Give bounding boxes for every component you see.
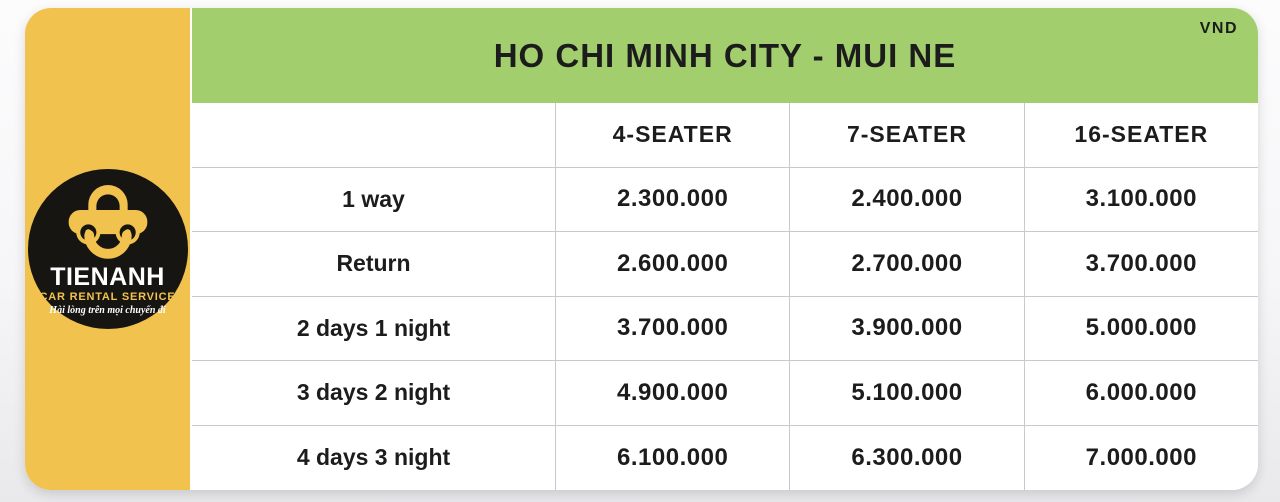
price-cell: 7.000.000 bbox=[1024, 426, 1258, 491]
brand-sidebar bbox=[25, 8, 192, 490]
price-cell: 3.700.000 bbox=[1024, 232, 1258, 297]
row-label: 2 days 1 night bbox=[192, 297, 555, 362]
route-title: HO CHI MINH CITY - MUI NE bbox=[493, 36, 957, 74]
price-cell: 6.300.000 bbox=[789, 426, 1023, 491]
smiling-car-icon bbox=[62, 185, 154, 261]
price-cell: 2.600.000 bbox=[555, 232, 789, 297]
price-cell: 3.100.000 bbox=[1024, 168, 1258, 233]
price-cell: 6.100.000 bbox=[555, 426, 789, 491]
price-cell: 5.000.000 bbox=[1024, 297, 1258, 362]
price-cell: 4.900.000 bbox=[555, 361, 789, 426]
column-header-4-seater: 4-SEATER bbox=[555, 103, 789, 168]
currency-label: VND bbox=[1199, 20, 1238, 37]
logo-tagline: CAR RENTAL SERVICE bbox=[39, 290, 176, 303]
price-cell: 2.300.000 bbox=[555, 168, 789, 233]
price-cell: 6.000.000 bbox=[1024, 361, 1258, 426]
price-cell: 2.400.000 bbox=[789, 168, 1023, 233]
price-cell: 5.100.000 bbox=[789, 361, 1023, 426]
row-label: 1 way bbox=[192, 168, 555, 233]
route-header bbox=[192, 8, 1258, 103]
price-card bbox=[25, 8, 1258, 490]
price-cell: 3.900.000 bbox=[789, 297, 1023, 362]
column-header-16-seater: 16-SEATER bbox=[1024, 103, 1258, 168]
price-table bbox=[192, 103, 1258, 490]
corner-cell bbox=[192, 103, 555, 168]
price-cell: 2.700.000 bbox=[789, 232, 1023, 297]
table-area bbox=[192, 8, 1258, 490]
row-label: 3 days 2 night bbox=[192, 361, 555, 426]
row-label: Return bbox=[192, 232, 555, 297]
price-cell: 3.700.000 bbox=[555, 297, 789, 362]
row-label: 4 days 3 night bbox=[296, 444, 451, 471]
logo-slogan: Hài lòng trên mọi chuyến đi bbox=[49, 304, 166, 316]
logo-brand-name: TIENANH bbox=[50, 263, 165, 292]
company-logo bbox=[28, 169, 188, 329]
column-header-7-seater: 7-SEATER bbox=[789, 103, 1023, 168]
